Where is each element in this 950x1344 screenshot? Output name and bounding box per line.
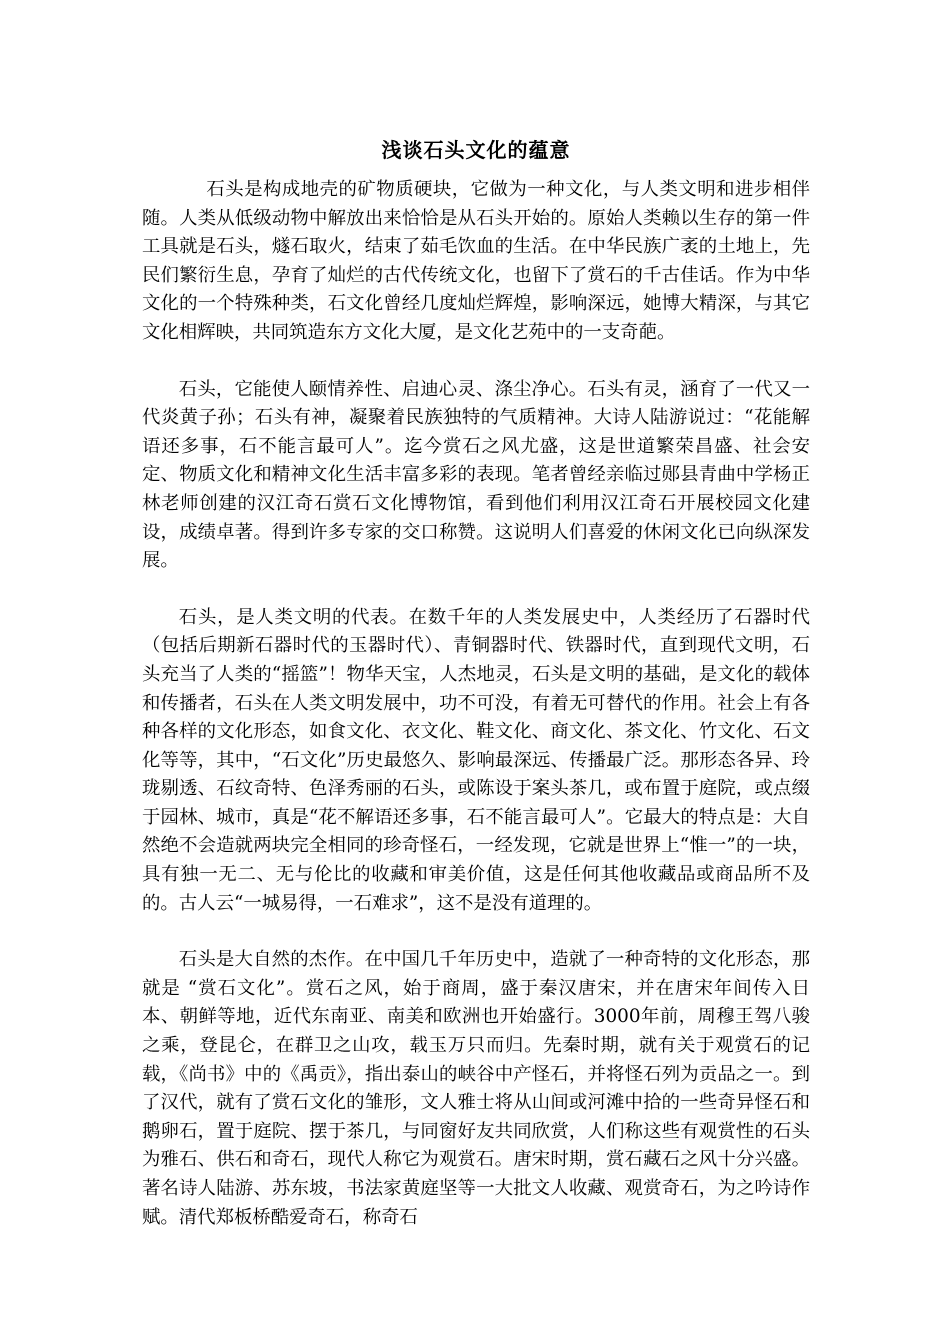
document-title: 浅谈石头文化的蕴意 [381,138,571,162]
paragraph-1: 石头是构成地壳的矿物质硬块，它做为一种文化，与人类文明和进步相伴随。人类从低级动物中解放出来恰恰是从石头开始的。原始人类赖以生存的第一件工具就是石头，燧石取火，结束了茹毛饮血的生活。在中华民族广袤的土地上，先民们繁衍生息，孕育了灿烂的古代传统文化，也留下了赏石的千古佳话。作为中华文化的一个特殊种类，石文化曾经几度灿烂辉煌，影响深远，她博大精深，与其它文化相辉映，共同筑造东方文化大厦，是文化艺苑中的一支奇葩。 [142,179,810,343]
paragraph-3: 石头，是人类文明的代表。在数千年的人类发展史中，人类经历了石器时代（包括后期新石器时代的玉器时代）、青铜器时代、铁器时代，直到现代文明，石头充当了人类的“摇篮”！物华天宝，人杰地灵，石头是文明的基础，是文化的载体和传播者，石头在人类文明发展中，功不可没，有着无可替代的作用。社会上有各种各样的文化形态，如食文化、衣文化、鞋文化、商文化、茶文化、竹文化、石文化等等，其中，“石文化”历史最悠久、影响最深远、传播最广泛。那形态各异、玲珑剔透、石纹奇特、色泽秀丽的石头，或陈设于案头茶几，或布置于庭院，或点缀于园林、城市，真是“花不解语还多事，石不能言最可人”。它最大的特点是：大自然绝不会造就两块完全相同的珍奇怪石，一经发现，它就是世界上“惟一”的一块，具有独一无二、无与伦比的收藏和审美价值，这是任何其他收藏品或商品所不及的。古人云“一城易得，一石难求”，这不是没有道理的。 [142,606,810,914]
paragraph-2: 石头，它能使人颐情养性、启迪心灵、涤尘净心。石头有灵，涵育了一代又一代炎黄子孙；石头有神，凝聚着民族独特的气质精神。大诗人陆游说过：“花能解语还多事，石不能言最可人”。迄今赏石之风尤盛，这是世道繁荣昌盛、社会安定、物质文化和精神文化生活丰富多彩的表现。笔者曾经亲临过郧县青曲中学杨正林老师创建的汉江奇石赏石文化博物馆，看到他们利用汉江奇石开展校园文化建设，成绩卓著。得到许多专家的交口称赞。这说明人们喜爱的休闲文化已向纵深发展。 [142,378,810,572]
document-page [142,136,810,1260]
paragraph-4: 石头是大自然的杰作。在中国几千年历史中，造就了一种奇特的文化形态，那就是 “赏石文化”。赏石之风，始于商周，盛于秦汉唐宋，并在唐宋年间传入日本、朝鲜等地，近代东南亚、南美和欧洲也开始盛行。3000年前，周穆王驾八骏之乘，登昆仑，在群卫之山攻，载玉万只而归。先秦时期，就有关于观赏石的记载，《尚书》中的《禹贡》，指出泰山的峡谷中产怪石，并将怪石列为贡品之一。到了汉代，就有了赏石文化的雏形，文人雅士将从山间或河滩中拾的一些奇异怪石和鹅卵石，置于庭院、摆于茶几，与同窗好友共同欣赏，人们称这些有观赏性的石头为雅石、供石和奇石，现代人称它为观赏石。唐宋时期，赏石藏石之风十分兴盛。著名诗人陆游、苏东坡，书法家黄庭坚等一大批文人收藏、观赏奇石，为之吟诗作赋。清代郑板桥酷爱奇石，称奇石 [142,949,810,1228]
